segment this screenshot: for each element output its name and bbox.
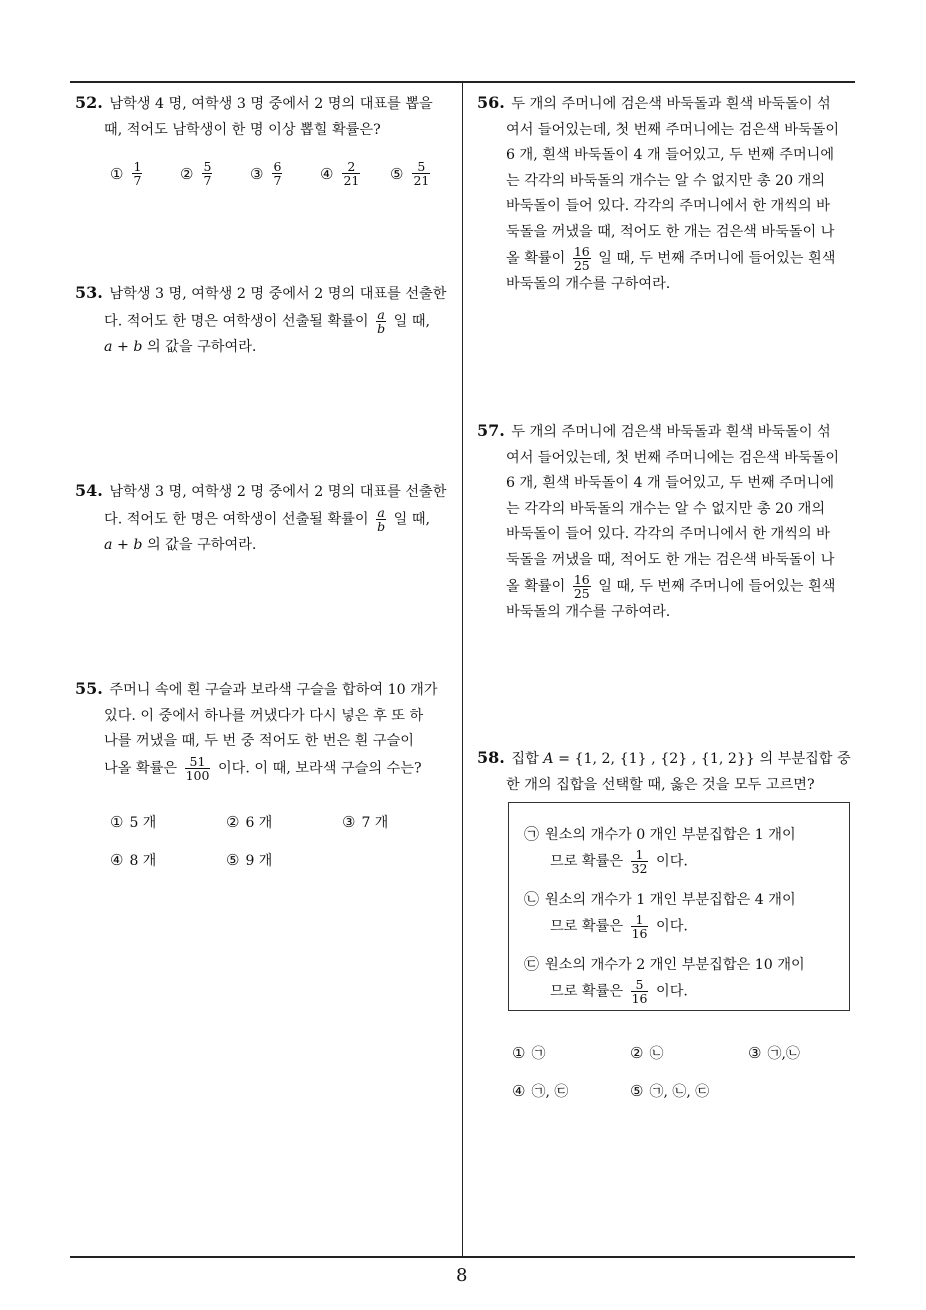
fraction: $\frac{16}{25}$ xyxy=(573,572,590,601)
problem-53: 53. 남학생 3 명, 여학생 2 명 중에서 2 명의 대표를 선출한 다. 적어도 한 명은 여학생이 선출될 확률이 $\frac{a}{b}$ 일 때, a + b 의 값을 구하여라. xyxy=(75,283,447,355)
problem-55: 55. 주머니 속에 흰 구슬과 보라색 구슬을 합하여 10 개가 있다. 이 중에서 하나를 꺼냈다가 다시 넣은 후 또 하 나를 꺼냈을 때, 두 번 중 적어도 한 번은 흰 구슬이 나올 확률은 $\frac{51}{100}$ 이다. 이 때, 보라색 구슬의 수는? xyxy=(75,679,438,783)
choice-4[interactable]: ④ $\frac{2}{21}$ xyxy=(320,159,360,188)
choice-3[interactable]: ③ 7 개 xyxy=(342,813,389,831)
problem-56: 56. 두 개의 주머니에 검은색 바둑돌과 흰색 바둑돌이 섞 여서 들어있는데, 첫 번째 주머니에는 검은색 바둑돌이 6 개, 흰색 바둑돌이 4 개 들어있고, 두 번째 주머니에 는 각각의 바둑돌의 개수는 알 수 없지만 총 20 개의 바둑돌이 들어 있다. 각각의 주머니에서 한 개씩의 바 둑돌을 꺼냈을 때, 적어도 한 개는 검은색 바둑돌이 나 올 확률이 $\frac{16}{25}$ 일 때, 두 번째 주머니에 들어있는 흰색 바둑돌의 개수를 구하여라. xyxy=(477,93,840,292)
problem-number: 52. xyxy=(75,93,103,112)
problem-58: 58. 집합 A = {1, 2, {1} , {2} , {1, 2}} 의 부분집합 중 한 개의 집합을 선택할 때, 옳은 것을 모두 고르면? xyxy=(477,748,851,793)
bottom-rule xyxy=(70,1256,855,1258)
statement-item: ㉠ 원소의 개수가 0 개인 부분집합은 1 개이 므로 확률은 $\frac{1}{32}$ 이다. xyxy=(524,822,796,875)
choice-5[interactable]: ⑤ 9 개 xyxy=(226,851,273,869)
problem-number: 56. xyxy=(477,93,505,112)
choice-1[interactable]: ① $\frac{1}{7}$ xyxy=(110,159,142,188)
choice-2[interactable]: ② 6 개 xyxy=(226,813,273,831)
fraction: $\frac{a}{b}$ xyxy=(377,504,386,534)
fraction: $\frac{51}{100}$ xyxy=(185,753,210,783)
statement-mark: ㉠ xyxy=(524,825,540,843)
choice-4[interactable]: ④ ㉠, ㉢ xyxy=(512,1082,569,1100)
problem-54: 54. 남학생 3 명, 여학생 2 명 중에서 2 명의 대표를 선출한 다. 적어도 한 명은 여학생이 선출될 확률이 $\frac{a}{b}$ 일 때, a + b 의 값을 구하여라. xyxy=(75,481,447,553)
choice-3[interactable]: ③ ㉠,㉡ xyxy=(748,1044,800,1062)
statement-item: ㉡ 원소의 개수가 1 개인 부분집합은 4 개이 므로 확률은 $\frac{1}{16}$ 이다. xyxy=(524,887,796,940)
choice-3[interactable]: ③ $\frac{6}{7}$ xyxy=(250,159,282,188)
choice-4[interactable]: ④ 8 개 xyxy=(110,851,157,869)
problem-text: 남학생 4 명, 여학생 3 명 중에서 2 명의 대표를 뽑을 xyxy=(109,96,433,112)
problem-number: 57. xyxy=(477,421,505,440)
problem-number: 55. xyxy=(75,679,103,698)
choice-2[interactable]: ② $\frac{5}{7}$ xyxy=(180,159,212,188)
page-number: 8 xyxy=(456,1265,468,1286)
choice-2[interactable]: ② ㉡ xyxy=(630,1044,664,1062)
choice-1[interactable]: ① ㉠ xyxy=(512,1044,546,1062)
statement-mark: ㉡ xyxy=(524,890,540,908)
choice-5[interactable]: ⑤ $\frac{5}{21}$ xyxy=(390,159,430,188)
problem-52 xyxy=(75,90,460,143)
problem-number: 54. xyxy=(75,481,103,500)
problem-text: 때, 적어도 남학생이 한 명 이상 뽑힐 확률은? xyxy=(104,121,381,138)
problem-number: 58. xyxy=(477,748,505,767)
problem-number: 53. xyxy=(75,283,103,302)
column-divider xyxy=(462,81,463,1257)
choice-5[interactable]: ⑤ ㉠, ㉡, ㉢ xyxy=(630,1082,710,1100)
fraction: $\frac{a}{b}$ xyxy=(377,306,386,336)
fraction: $\frac{16}{25}$ xyxy=(573,244,590,273)
statement-item: ㉢ 원소의 개수가 2 개인 부분집합은 10 개이 므로 확률은 $\frac{5}{16}$ 이다. xyxy=(524,952,805,1005)
statement-mark: ㉢ xyxy=(524,955,540,973)
problem-57: 57. 두 개의 주머니에 검은색 바둑돌과 흰색 바둑돌이 섞 여서 들어있는데, 첫 번째 주머니에는 검은색 바둑돌이 6 개, 흰색 바둑돌이 4 개 들어있고, 두 번째 주머니에 는 각각의 바둑돌의 개수는 알 수 없지만 총 20 개의 바둑돌이 들어 있다. 각각의 주머니에서 한 개씩의 바 둑돌을 꺼냈을 때, 적어도 한 개는 검은색 바둑돌이 나 올 확률이 $\frac{16}{25}$ 일 때, 두 번째 주머니에 들어있는 흰색 바둑돌의 개수를 구하여라. xyxy=(477,421,840,620)
choice-1[interactable]: ① 5 개 xyxy=(110,813,157,831)
